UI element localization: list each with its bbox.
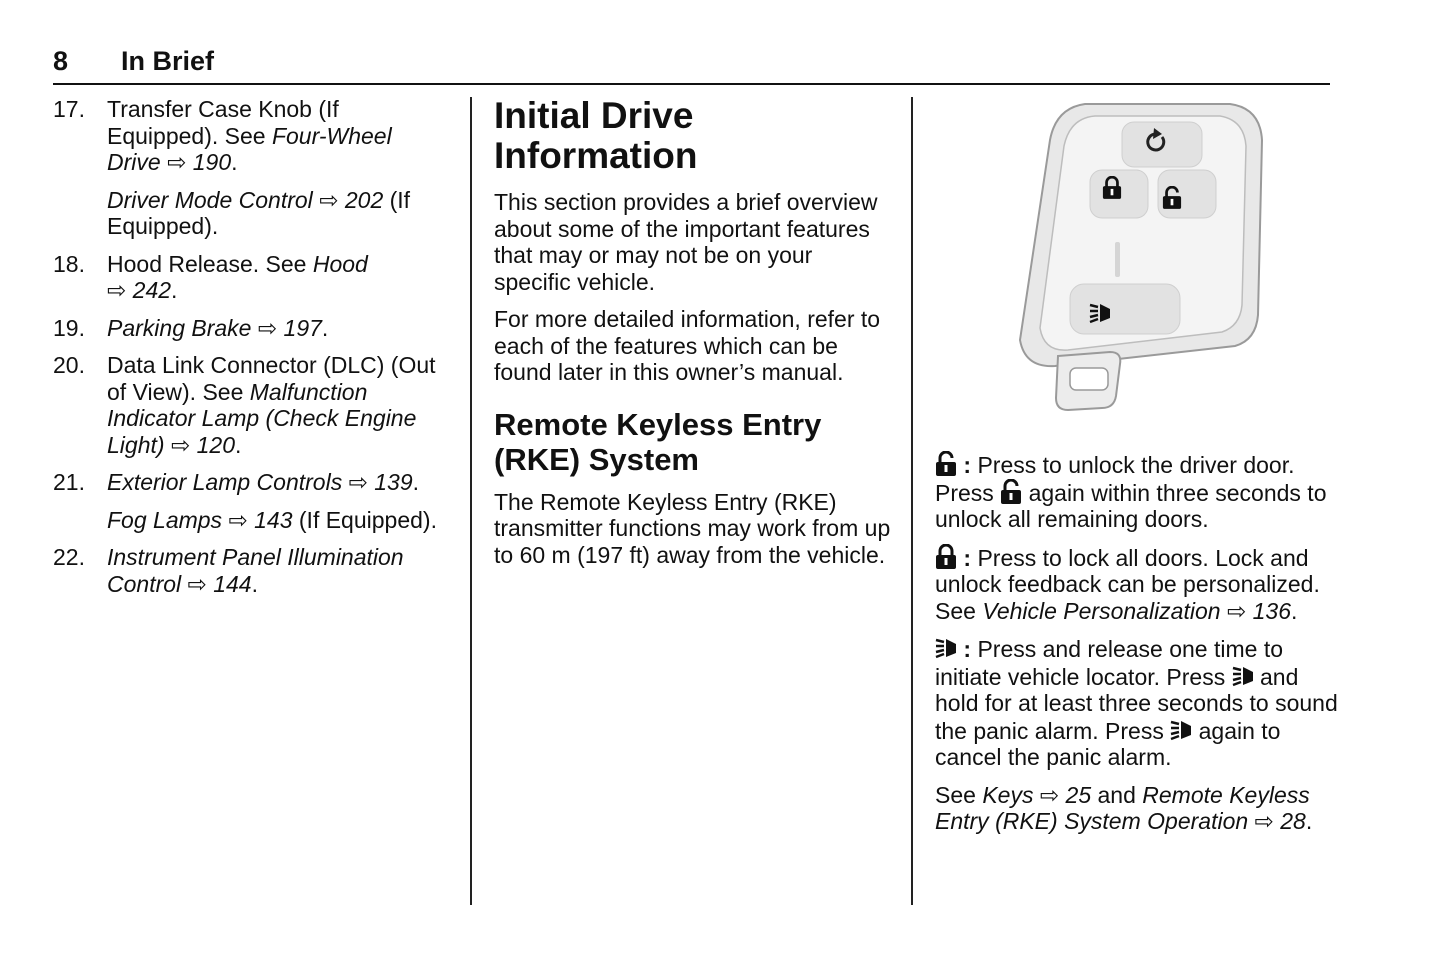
link-exterior-lamp-controls[interactable]: Exterior Lamp Controls — [107, 469, 343, 495]
paragraph: This section provides a brief overview about some of the important features that may or may not be on your specific vehicle. — [494, 189, 878, 295]
item-text: Data Link Connector (DLC) (Out of View). See — [107, 352, 436, 405]
page-ref[interactable]: 25 — [1065, 781, 1092, 808]
paragraph: The Remote Keyless Entry (RKE) transmitter functions may work from up to 60 m (197 ft) away from the vehicle. — [494, 488, 891, 568]
page-ref-arrow-icon: ⇨ — [228, 506, 248, 533]
text: again within three seconds to unlock all remaining doors. — [935, 479, 1327, 532]
page-ref[interactable]: 144 — [213, 570, 252, 597]
item-number: 22. — [53, 544, 85, 570]
item-text: (If Equipped). — [107, 186, 411, 239]
page-ref[interactable]: 136 — [1252, 597, 1291, 624]
item-number: 17. — [53, 96, 85, 122]
lock-icon — [935, 544, 957, 570]
punct: . — [251, 570, 258, 597]
page-ref[interactable]: 120 — [196, 431, 235, 458]
unlock-description — [935, 451, 1340, 533]
link-hood[interactable]: Hood — [312, 250, 368, 277]
text: and hold for at least three seconds to sound the panic alarm. Press — [935, 663, 1338, 744]
page-ref[interactable]: 197 — [283, 314, 322, 341]
list-item-19 — [53, 315, 453, 342]
page-ref[interactable]: 28 — [1280, 808, 1306, 834]
panic-description — [935, 635, 1340, 771]
page-ref-arrow-icon: ⇨ — [1039, 781, 1060, 808]
column-middle — [494, 96, 894, 579]
column-divider-right — [911, 97, 913, 905]
lock-description — [935, 544, 1340, 625]
text: and — [1091, 781, 1143, 808]
panic-alarm-icon — [1232, 663, 1254, 689]
page-ref[interactable]: 139 — [374, 469, 413, 495]
punct: . — [231, 149, 238, 175]
link-fog-lamps[interactable]: Fog Lamps — [107, 506, 223, 533]
item-text: Transfer Case Knob (If Equipped). See — [107, 96, 339, 149]
heading-remote-keyless-entry: Remote Keyless Entry (RKE) System — [494, 406, 822, 477]
link-keys[interactable]: Keys — [982, 781, 1034, 808]
heading-initial-drive-information: Initial Drive Information — [494, 95, 698, 176]
text: Press and release one time to initiate vehicle locator. Press — [935, 636, 1284, 690]
page-number: 8 — [53, 46, 69, 76]
item-number: 20. — [53, 352, 85, 378]
punct: . — [412, 469, 420, 495]
separator: : — [957, 544, 978, 571]
page-ref-arrow-icon: ⇨ — [167, 149, 187, 175]
list-subitem — [53, 187, 453, 240]
list-item-20 — [53, 352, 453, 458]
text: See — [935, 781, 983, 808]
page-ref-arrow-icon: ⇨ — [107, 277, 127, 303]
unlock-icon — [935, 451, 957, 477]
page-ref[interactable]: 190 — [192, 149, 232, 175]
punct: . — [171, 277, 178, 303]
unlock-icon — [1000, 479, 1022, 505]
page-ref[interactable]: 202 — [344, 186, 384, 213]
page-ref-arrow-icon: ⇨ — [319, 186, 339, 213]
page-ref-arrow-icon: ⇨ — [257, 314, 278, 341]
paragraph: For more detailed information, refer to each of the features which can be found later in this owner’s manual. — [494, 306, 881, 385]
page-ref-arrow-icon: ⇨ — [348, 469, 368, 495]
item-text: (If Equipped). — [292, 506, 437, 533]
punct: . — [1291, 597, 1298, 624]
punct: . — [234, 431, 242, 458]
panic-alarm-icon — [1170, 717, 1192, 743]
separator: : — [957, 452, 978, 478]
item-text: Hood Release. See — [107, 250, 313, 277]
list-item-21 — [53, 469, 453, 496]
page-ref-arrow-icon: ⇨ — [1226, 597, 1247, 624]
page-ref-arrow-icon: ⇨ — [1254, 808, 1274, 834]
punct: . — [321, 314, 329, 341]
link-four-wheel-drive[interactable]: Four-Wheel Drive — [107, 122, 392, 175]
see-also — [935, 782, 1340, 835]
link-instrument-panel-illumination[interactable]: Instrument Panel Illumination Control — [107, 544, 404, 597]
page-ref[interactable]: 242 — [132, 277, 172, 303]
text: again to cancel the panic alarm. — [935, 717, 1281, 770]
page-ref-arrow-icon: ⇨ — [170, 431, 191, 458]
item-number: 18. — [53, 250, 85, 277]
link-vehicle-personalization[interactable]: Vehicle Personalization — [982, 597, 1221, 624]
page-ref[interactable]: 143 — [254, 506, 293, 533]
list-subitem — [53, 507, 453, 534]
key-fob-illustration — [1010, 100, 1270, 415]
separator: : — [957, 636, 978, 662]
page-ref-arrow-icon: ⇨ — [187, 570, 207, 597]
column-left — [53, 96, 453, 608]
item-number: 21. — [53, 469, 85, 495]
page-header — [53, 45, 1330, 85]
link-driver-mode-control[interactable]: Driver Mode Control — [107, 186, 313, 213]
text: Press to unlock the driver door. Press — [935, 452, 1295, 506]
link-malfunction-indicator-lamp[interactable]: Malfunction Indicator Lamp (Check Engine Light) — [107, 378, 417, 458]
column-divider-left — [470, 97, 472, 905]
list-item-17 — [53, 96, 453, 176]
punct: . — [1305, 808, 1313, 834]
item-number: 19. — [53, 314, 85, 341]
link-parking-brake[interactable]: Parking Brake — [107, 314, 252, 341]
list-item-18 — [53, 251, 453, 304]
section-title: In Brief — [121, 46, 215, 76]
text: Press to lock all doors. Lock and unlock feedback can be personalized. See — [935, 544, 1320, 624]
link-rke-system-operation[interactable]: Remote Keyless Entry (RKE) System Operation — [935, 781, 1310, 834]
list-item-22 — [53, 544, 453, 597]
column-right — [935, 451, 1340, 846]
panic-alarm-icon — [935, 635, 957, 661]
